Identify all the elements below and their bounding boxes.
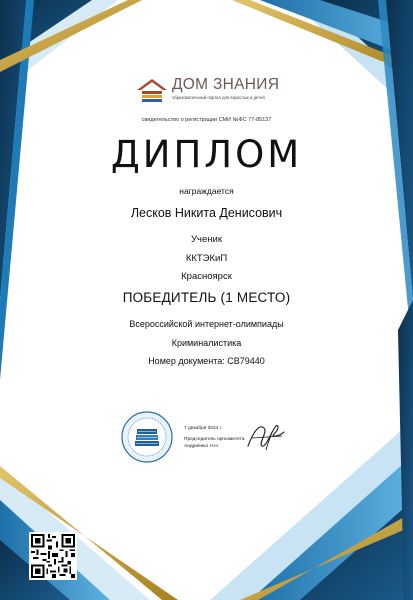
logo-subtitle: образовательный портал для взрослых и детей [172,95,265,100]
diploma-title: ДИПЛОМ [110,133,303,176]
recipient-role: Ученик [191,234,222,245]
signature-icon [244,420,288,454]
recipient-city: Красноярск [181,271,232,282]
signer-position: Председатель оргкомитета [184,437,245,442]
olympiad-subject: Криминалистика [171,338,242,348]
olympiad-name: Всероссийской интернет-олимпиады [129,319,284,329]
awarded-text: награждается [179,186,234,196]
qr-code-icon [29,532,77,580]
registration-certificate: свидетельство о регистрации СМИ №ФС 77-85137 [141,117,272,123]
recipient-organization: ККТЭКиП [185,253,228,264]
result-place: ПОБЕДИТЕЛЬ (1 МЕСТО) [122,290,291,305]
signer-name: Андриенко Н.Н. [184,444,220,449]
books-seal-icon [121,411,173,463]
house-logo-icon [136,78,168,104]
signature-block [184,425,244,450]
recipient-name: Лесков Никита Денисович [130,206,283,220]
document-number: Номер документа: СВ79440 [148,356,265,366]
issue-date: 7 декабря 2024 г. [184,426,223,431]
logo-title: ДОМ ЗНАНИЯ [172,76,280,93]
